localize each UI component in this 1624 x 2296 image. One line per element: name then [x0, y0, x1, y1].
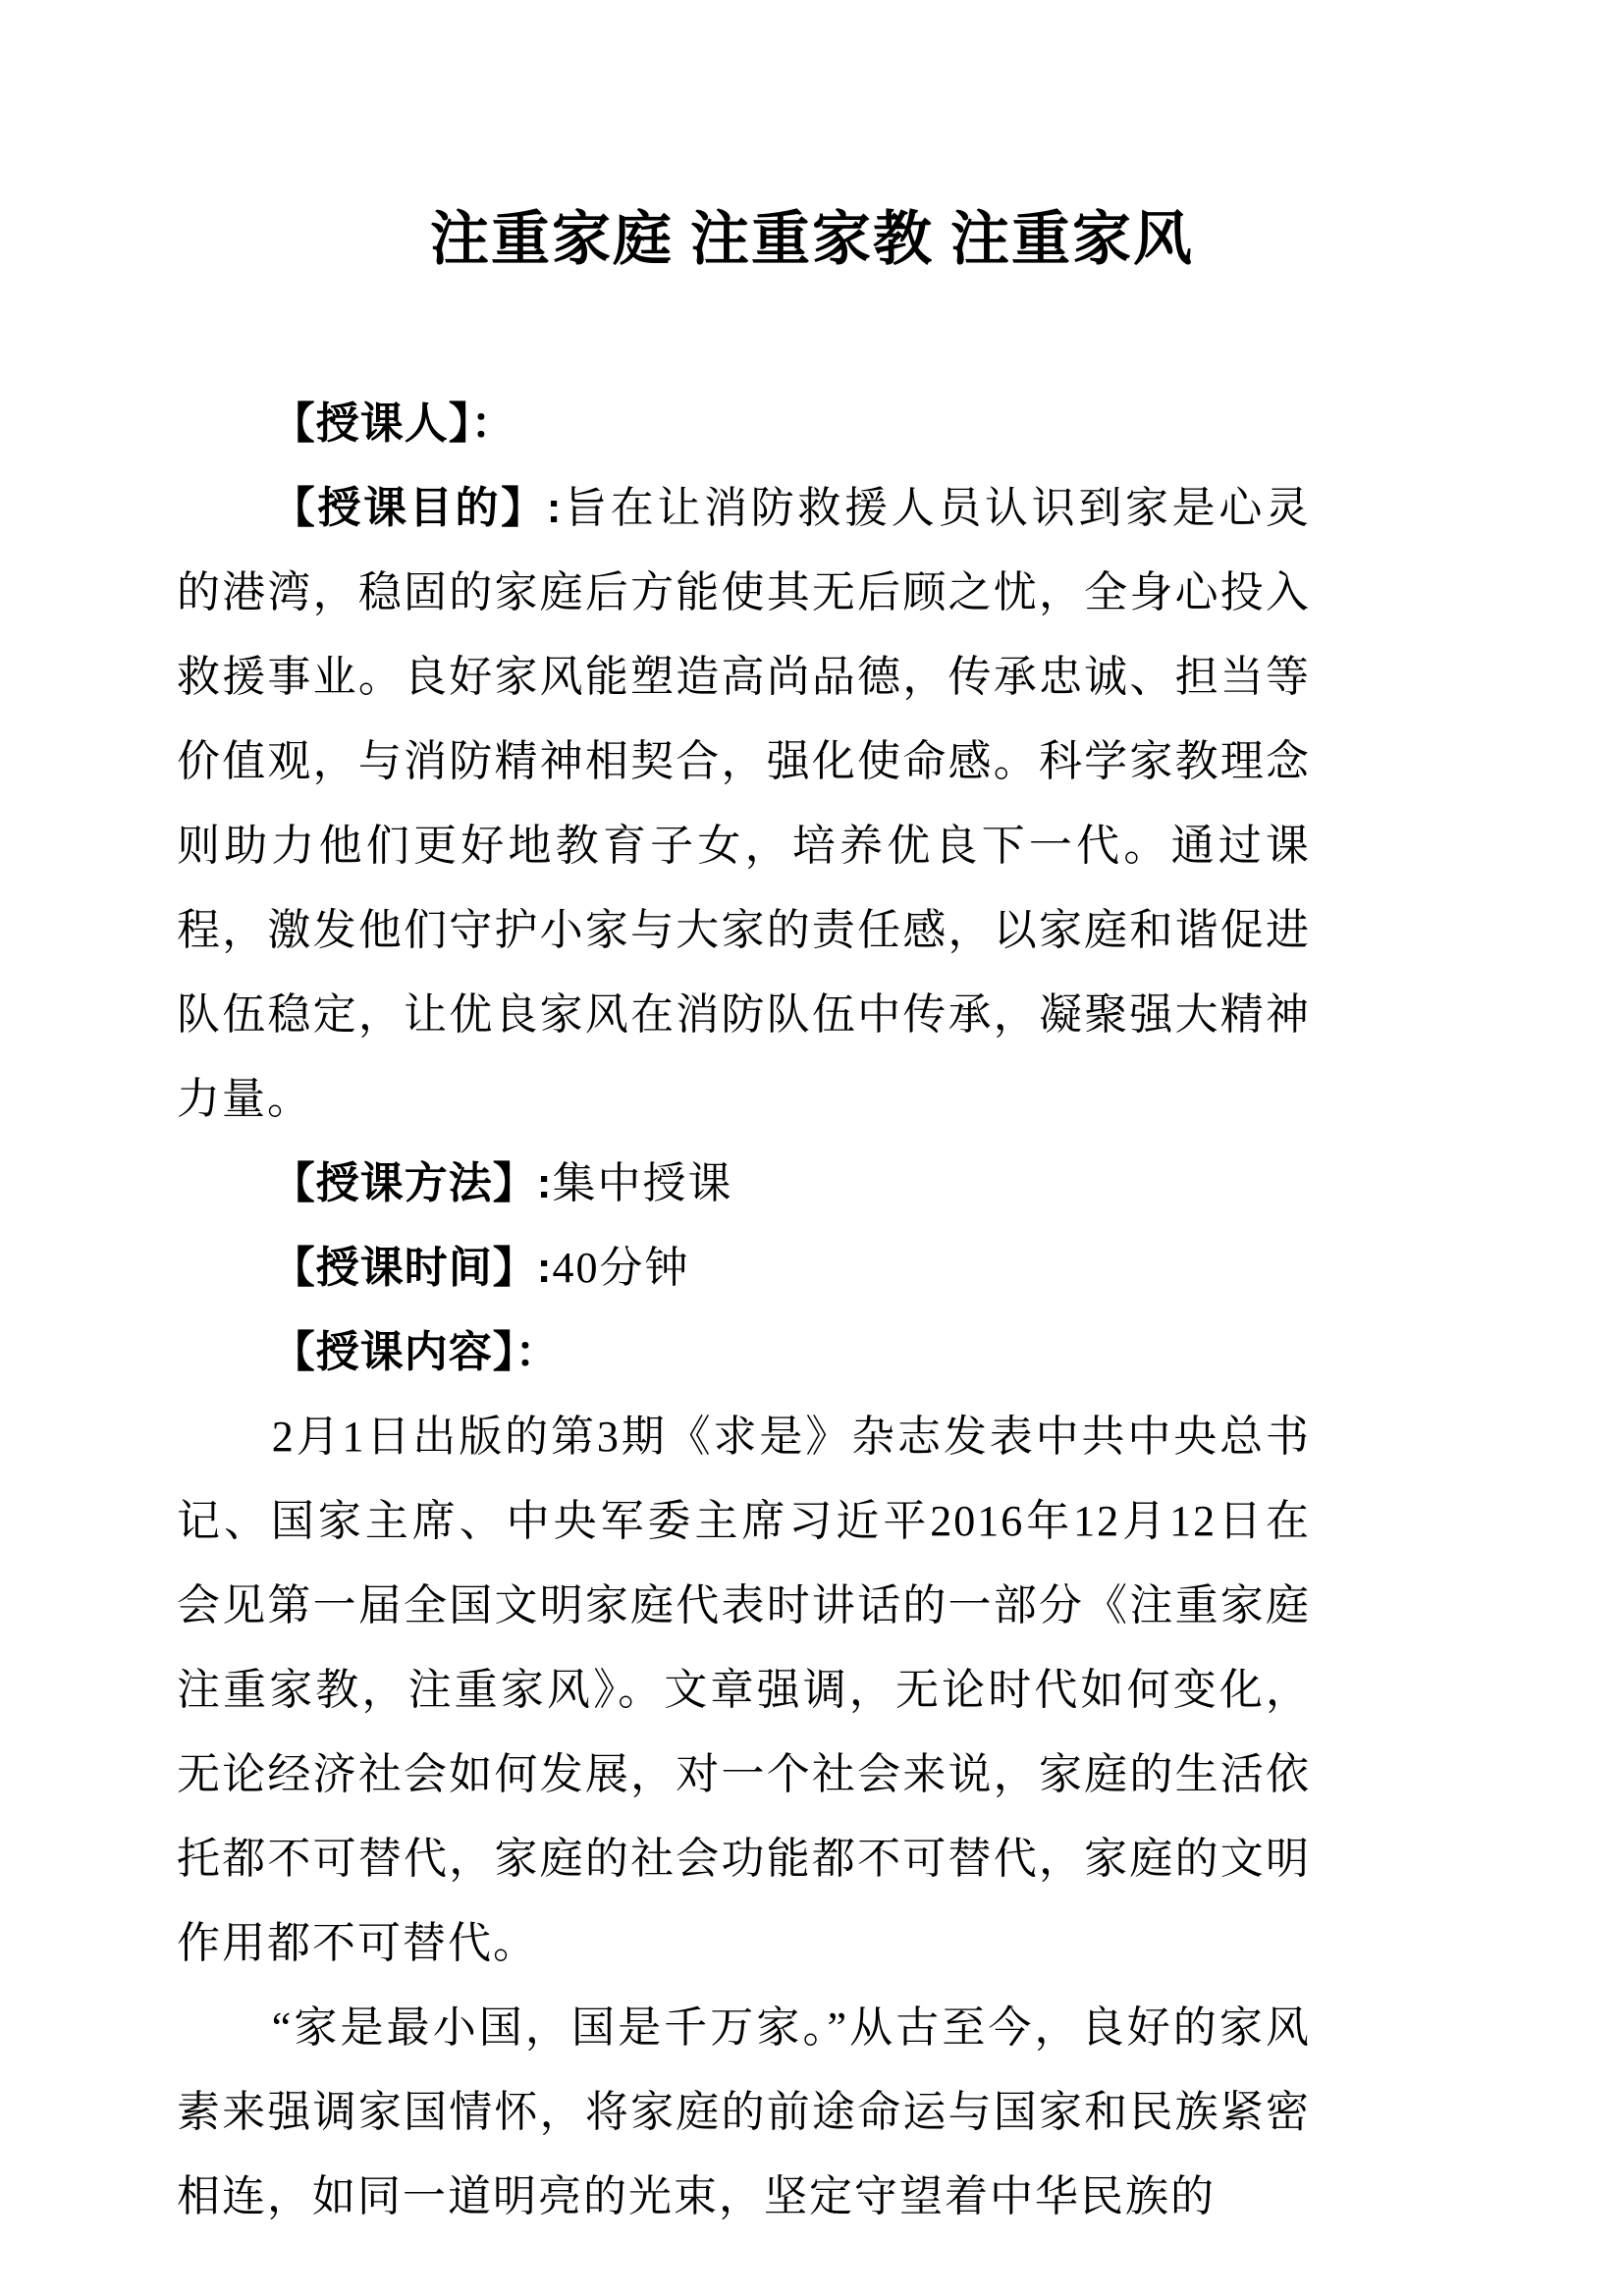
section-purpose-value: 旨在让消防救援人员认识到家是心灵的港湾，稳固的家庭后方能使其无后顾之忧，全身心投入救援事业。良好家风能塑造高尚品德，传承忠诚、担当等价值观，与消防精神相契合，强化使命感。科学家教理念则助力他们更好地教育子女，培养优良下一代。通过课程，激发他们守护小家与大家的责任感，以家庭和谐促进队伍稳定，让优良家风在消防队伍中传承，凝聚强大精神力量。 [177, 484, 1311, 1123]
section-method [177, 1142, 1311, 1226]
section-purpose [177, 466, 1311, 1142]
body-paragraph-1: 2月1日出版的第3期《求是》杂志发表中共中央总书记、国家主席、中央军委主席习近平2016年12月12日在会见第一届全国文明家庭代表时讲话的一部分《注重家庭注重家教，注重家风》。文章强调，无论时代如何变化，无论经济社会如何发展，对一个社会来说，家庭的生活依托都不可替代，家庭的社会功能都不可替代，家庭的文明作用都不可替代。 [177, 1413, 1311, 1967]
section-instructor-label: 【授课人】： [271, 400, 515, 448]
section-duration [177, 1226, 1311, 1310]
section-content-heading [177, 1310, 1311, 1395]
section-method-value: 集中授课 [552, 1159, 733, 1207]
section-purpose-label: 【授课目的】: [271, 484, 563, 532]
body-paragraph-2: “家是最小国，国是千万家。”从古至今，良好的家风素来强调家国情怀，将家庭的前途命运与国家和民族紧密相连，如同一道明亮的光束，坚定守望着中华民族的 [177, 2003, 1311, 2220]
document-title: 注重家庭 注重家教 注重家风 [430, 207, 1194, 272]
section-duration-label: 【授课时间】: [271, 1244, 553, 1292]
section-method-label: 【授课方法】: [271, 1159, 553, 1207]
document-body [177, 382, 1311, 2239]
section-instructor [177, 382, 1311, 466]
section-duration-value: 40分钟 [552, 1244, 690, 1292]
section-content-label: 【授课内容】： [271, 1328, 560, 1376]
